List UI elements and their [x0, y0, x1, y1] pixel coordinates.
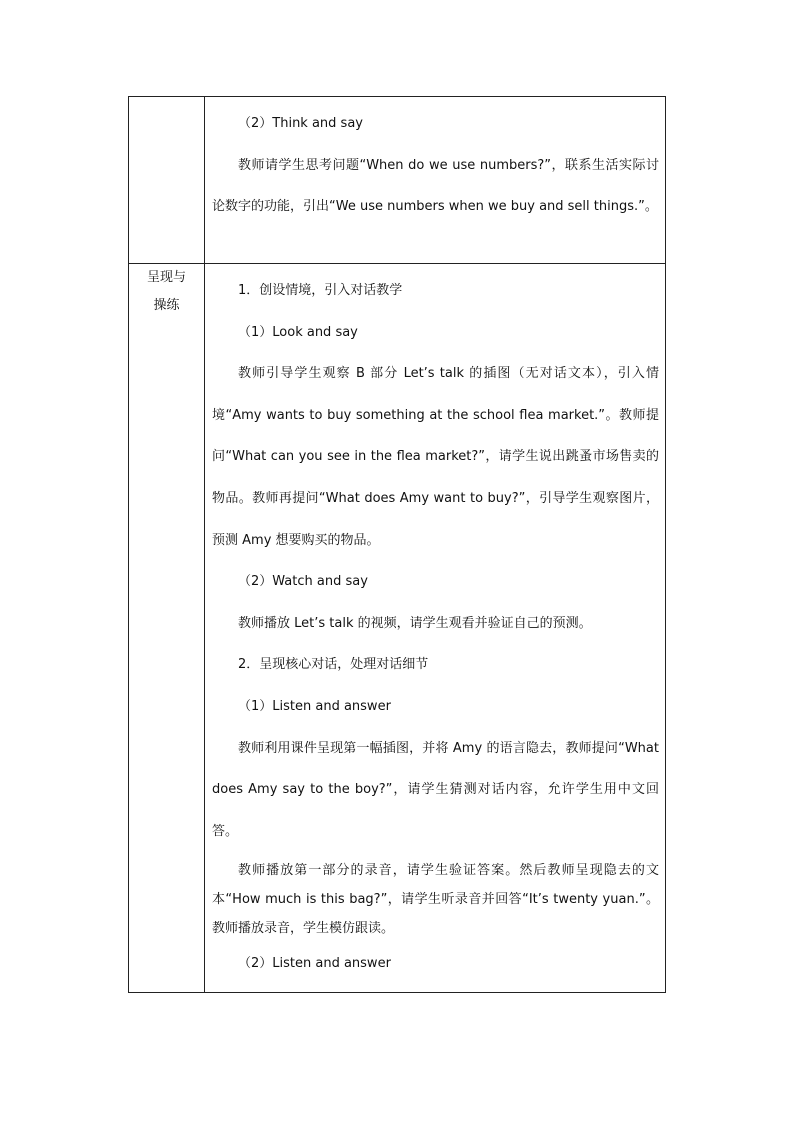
paragraph-text: 教师利用课件呈现第一幅插图，并将 Amy 的语言隐去，教师提问“What does Amy say to the boy?”，请学生猜测对话内容，允许学生用中文回答。 — [212, 740, 659, 839]
subheading-watch-and-say: （2）Watch and say — [238, 574, 368, 590]
lesson-plan-table — [128, 96, 666, 993]
stage-label-line-1: 呈现与 — [146, 270, 186, 285]
section-heading-2: 2．呈现核心对话，处理对话细节 — [238, 657, 429, 673]
paragraph-text: 教师播放 Let’s talk 的视频，请学生观看并验证自己的预测。 — [238, 615, 592, 631]
paragraph-text: 教师请学生思考问题“When do we use numbers?”，联系生活实际讨论数字的功能，引出“We use numbers when we buy and sell things.”。 — [212, 157, 659, 215]
paragraph-text: 教师引导学生观察 B 部分 Let’s talk 的插图（无对话文本），引入情境“Amy wants to buy something at the school flea market.”。教师提问“What can you see in the flea market?”，请学生说出跳蚤市场售卖的物品。教师再提问“What does Amy want to buy?”，引导学生观察图片，预测 Amy 想要购买的物品。 — [212, 366, 659, 548]
content-cell — [205, 97, 666, 264]
paragraph-text: 教师播放第一部分的录音，请学生验证答案。然后教师呈现隐去的文本“How much is this bag?”，请学生听录音并回答“It’s twenty yuan.”。教师播放录音，学生模仿跟读。 — [212, 863, 659, 937]
subheading-listen-and-answer: （1）Listen and answer — [238, 698, 391, 714]
subheading-listen-and-answer: （2）Listen and answer — [238, 956, 391, 972]
table-row — [129, 264, 666, 993]
stage-label-cell — [129, 264, 205, 993]
subheading-think-and-say: （2）Think and say — [238, 116, 363, 131]
content-cell — [205, 264, 666, 993]
table-row — [129, 97, 666, 264]
subheading-look-and-say: （1）Look and say — [238, 324, 358, 340]
section-heading-1: 1．创设情境，引入对话教学 — [238, 283, 403, 298]
stage-label-cell — [129, 97, 205, 264]
stage-label-line-2: 操练 — [153, 298, 180, 313]
